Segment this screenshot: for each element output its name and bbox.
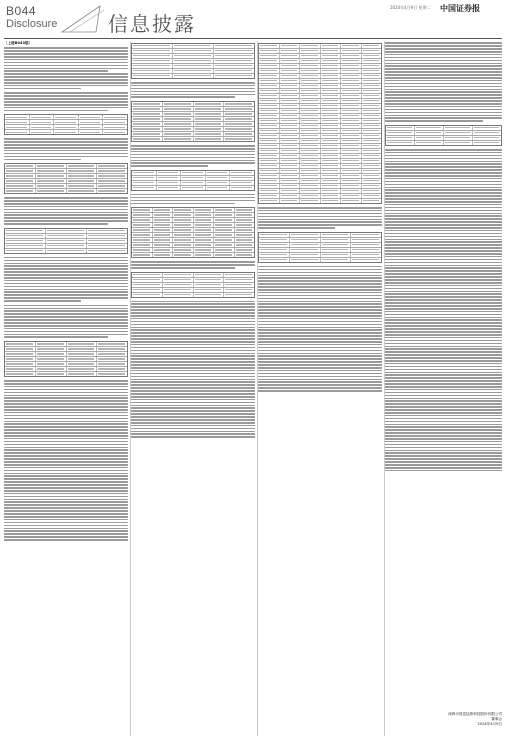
page-code: B044 bbox=[6, 4, 37, 18]
issue-date: 2024年4月9日 星期二 bbox=[390, 5, 431, 10]
data-table bbox=[131, 207, 255, 258]
text-column-2 bbox=[131, 41, 255, 736]
body-text-block bbox=[131, 145, 255, 167]
body-text-block bbox=[131, 194, 255, 204]
text-column-1 bbox=[4, 41, 128, 736]
data-table bbox=[131, 170, 255, 191]
signature-date: 2024年4月9日 bbox=[477, 722, 502, 726]
data-table bbox=[4, 228, 128, 254]
body-text-block bbox=[4, 257, 128, 302]
continuation-heading: （上接B043版） bbox=[4, 41, 33, 45]
data-table bbox=[131, 43, 255, 79]
body-text-block bbox=[258, 266, 382, 392]
body-text-block bbox=[4, 92, 128, 111]
data-table bbox=[258, 232, 382, 263]
body-text-block bbox=[385, 149, 502, 471]
data-table bbox=[4, 341, 128, 377]
body-text-block bbox=[131, 301, 255, 438]
data-table bbox=[4, 163, 128, 194]
signature-block bbox=[385, 712, 502, 727]
text-column-4 bbox=[385, 41, 502, 736]
signature-company: 深圳市财富趋势科技股份有限公司 bbox=[448, 712, 502, 716]
data-table bbox=[131, 101, 255, 142]
body-text-block bbox=[385, 42, 502, 122]
section-title-en: Disclosure bbox=[6, 18, 58, 30]
header-rule bbox=[4, 38, 502, 39]
data-table bbox=[131, 272, 255, 298]
body-text-block bbox=[4, 197, 128, 225]
section-title-cn: 信息披露 bbox=[108, 12, 196, 36]
body-text-block bbox=[4, 138, 128, 160]
signature-board: 董事会 bbox=[491, 717, 502, 721]
body-text-block bbox=[131, 261, 255, 268]
body-text-block bbox=[4, 380, 128, 541]
data-table bbox=[4, 114, 128, 135]
body-text-block bbox=[258, 207, 382, 229]
body-text-block bbox=[4, 305, 128, 338]
newspaper-masthead: 中国证券报 bbox=[440, 3, 480, 13]
body-text-block bbox=[131, 82, 255, 98]
data-table bbox=[258, 43, 382, 204]
body-text-block bbox=[4, 47, 128, 89]
page-header bbox=[0, 0, 506, 38]
data-table bbox=[385, 125, 502, 146]
text-column-3 bbox=[258, 41, 382, 736]
